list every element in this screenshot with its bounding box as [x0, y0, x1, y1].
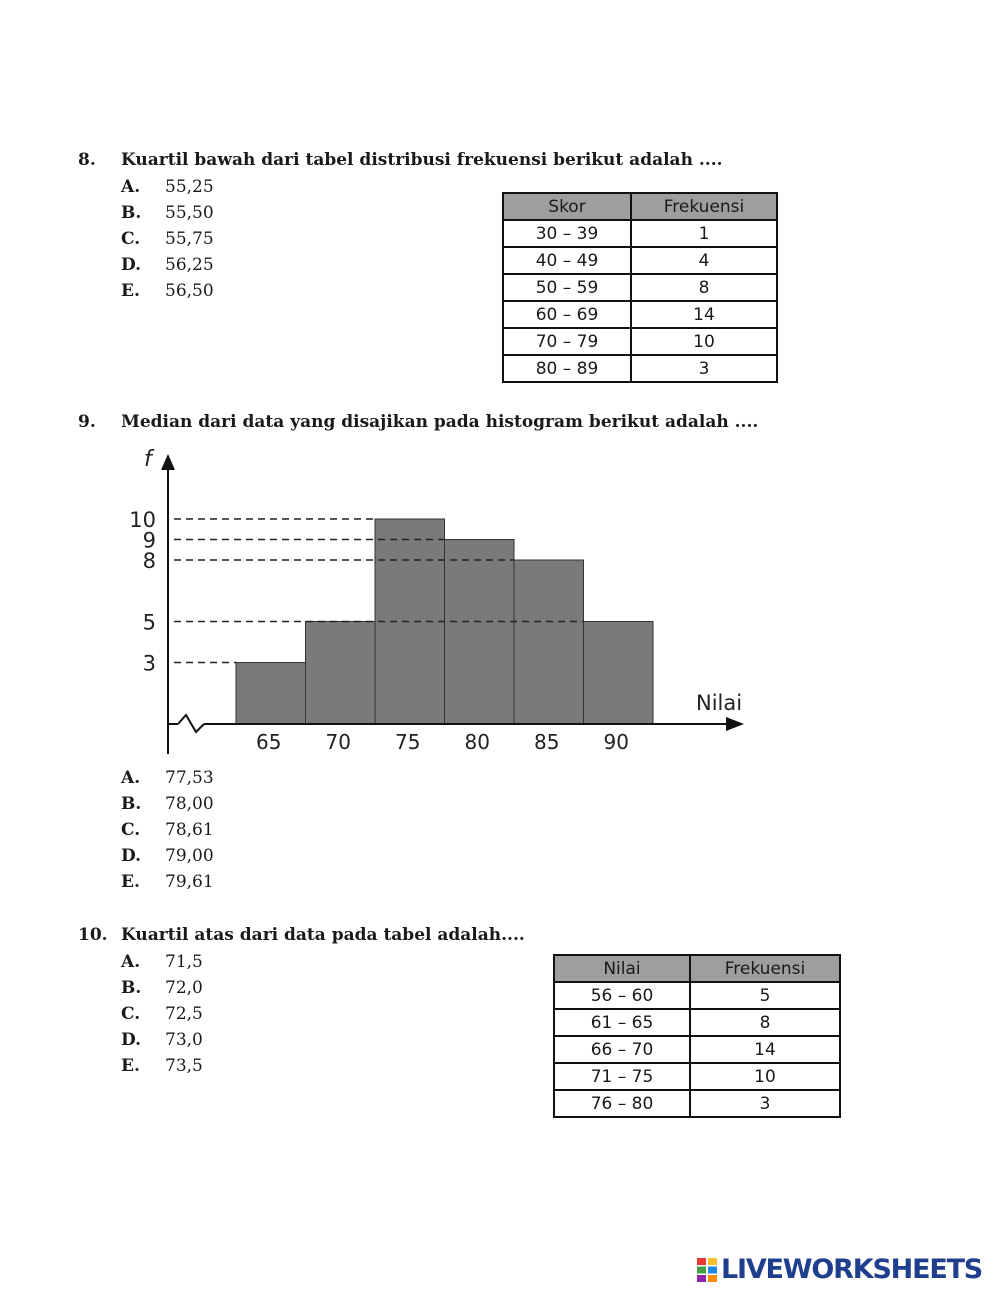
- table-cell: 60 – 69: [503, 301, 631, 328]
- skor-frequency-table: [502, 192, 778, 383]
- x-tick-label: 65: [256, 730, 282, 754]
- liveworksheets-wordmark: LIVEWORKSHEETS: [721, 1254, 983, 1285]
- table-cell: 5: [690, 982, 840, 1009]
- question-9-option-d[interactable]: [121, 846, 214, 866]
- option-value: 56,25: [165, 255, 214, 275]
- histogram-bar: [375, 519, 445, 724]
- question-9-option-a[interactable]: [121, 768, 214, 788]
- question-10-option-a[interactable]: [121, 952, 203, 972]
- y-tick-label: 5: [142, 610, 156, 635]
- option-label: D.: [121, 255, 142, 275]
- table-header-cell: Frekuensi: [631, 193, 777, 220]
- x-tick-label: 80: [464, 730, 490, 754]
- table-row: [503, 301, 777, 328]
- table-header-cell: Frekuensi: [690, 955, 840, 982]
- table-cell: 70 – 79: [503, 328, 631, 355]
- x-axis-label: Nilai: [696, 691, 743, 715]
- histogram-svg: [120, 440, 760, 760]
- option-value: 79,00: [165, 846, 214, 866]
- table-cell: 10: [631, 328, 777, 355]
- table-header-row: [554, 955, 840, 982]
- table-row: [503, 247, 777, 274]
- x-tick-label: 75: [395, 730, 421, 754]
- option-value: 78,61: [165, 820, 214, 840]
- option-label: D.: [121, 846, 142, 866]
- option-value: 72,5: [165, 1004, 203, 1024]
- table-cell: 3: [690, 1090, 840, 1117]
- option-value: 77,53: [165, 768, 214, 788]
- table-row: [503, 328, 777, 355]
- nilai-frequency-table: [553, 954, 841, 1118]
- option-value: 55,25: [165, 177, 214, 197]
- table-cell: 40 – 49: [503, 247, 631, 274]
- x-tick-label: 90: [603, 730, 629, 754]
- option-value: 73,5: [165, 1056, 203, 1076]
- y-tick-label: 9: [142, 528, 156, 553]
- y-tick-label: 8: [142, 549, 156, 573]
- x-axis-arrow: [726, 717, 744, 731]
- table-cell: 8: [631, 274, 777, 301]
- table-cell: 4: [631, 247, 777, 274]
- option-label: C.: [121, 820, 141, 840]
- option-label: B.: [121, 978, 142, 998]
- x-tick-label: 85: [534, 730, 560, 754]
- table-cell: 14: [690, 1036, 840, 1063]
- y-tick-label: 10: [129, 508, 156, 532]
- table-cell: 56 – 60: [554, 982, 690, 1009]
- histogram-bar: [584, 622, 654, 725]
- option-label: A.: [121, 952, 141, 972]
- option-label: A.: [121, 177, 141, 197]
- y-axis-arrow: [161, 454, 175, 470]
- question-9-option-c[interactable]: [121, 820, 214, 840]
- table-cell: 61 – 65: [554, 1009, 690, 1036]
- question-8-option-e[interactable]: [121, 281, 214, 301]
- option-label: B.: [121, 794, 142, 814]
- table-cell: 1: [631, 220, 777, 247]
- option-value: 55,50: [165, 203, 214, 223]
- table-cell: 76 – 80: [554, 1090, 690, 1117]
- y-tick-label: 3: [142, 651, 156, 676]
- axis-break-icon: [178, 715, 204, 732]
- option-label: B.: [121, 203, 142, 223]
- question-9-option-b[interactable]: [121, 794, 214, 814]
- option-value: 78,00: [165, 794, 214, 814]
- histogram-bar: [514, 560, 584, 724]
- question-10-option-c[interactable]: [121, 1004, 203, 1024]
- liveworksheets-brand[interactable]: [697, 1252, 992, 1288]
- table-cell: 3: [631, 355, 777, 382]
- question-8-option-a[interactable]: [121, 177, 214, 197]
- table-header-row: [503, 193, 777, 220]
- table-row: [554, 1063, 840, 1090]
- table-cell: 10: [690, 1063, 840, 1090]
- option-label: E.: [121, 1056, 140, 1076]
- question-8-number: 8.: [78, 150, 96, 170]
- option-label: D.: [121, 1030, 142, 1050]
- table-row: [503, 355, 777, 382]
- table-row: [554, 982, 840, 1009]
- option-value: 79,61: [165, 872, 214, 892]
- question-8-option-d[interactable]: [121, 255, 214, 275]
- option-value: 55,75: [165, 229, 214, 249]
- question-9-number: 9.: [78, 412, 96, 432]
- option-label: E.: [121, 872, 140, 892]
- table-row: [503, 220, 777, 247]
- option-label: A.: [121, 768, 141, 788]
- liveworksheets-logo-icon: [697, 1258, 717, 1282]
- histogram-bar: [306, 622, 376, 725]
- table-header-cell: Nilai: [554, 955, 690, 982]
- question-10-option-e[interactable]: [121, 1056, 203, 1076]
- table-header-cell: Skor: [503, 193, 631, 220]
- table-cell: 50 – 59: [503, 274, 631, 301]
- option-value: 73,0: [165, 1030, 203, 1050]
- table-cell: 14: [631, 301, 777, 328]
- question-9-option-e[interactable]: [121, 872, 214, 892]
- histogram-chart: [120, 440, 760, 760]
- question-8-text: Kuartil bawah dari tabel distribusi frekuensi berikut adalah ....: [121, 150, 723, 170]
- table-row: [554, 1009, 840, 1036]
- table-cell: 71 – 75: [554, 1063, 690, 1090]
- question-9-text: Median dari data yang disajikan pada histogram berikut adalah ....: [121, 412, 759, 432]
- y-axis-label: f: [144, 447, 152, 472]
- question-10-text: Kuartil atas dari data pada tabel adalah....: [121, 925, 525, 945]
- option-label: C.: [121, 1004, 141, 1024]
- table-row: [554, 1036, 840, 1063]
- histogram-bar: [236, 663, 306, 725]
- question-10-option-b[interactable]: [121, 978, 203, 998]
- option-value: 72,0: [165, 978, 203, 998]
- table-cell: 30 – 39: [503, 220, 631, 247]
- x-tick-label: 70: [325, 730, 351, 754]
- question-8-option-c[interactable]: [121, 229, 214, 249]
- histogram-bar: [445, 540, 515, 725]
- question-10-number: 10.: [78, 925, 108, 945]
- table-row: [554, 1090, 840, 1117]
- table-cell: 80 – 89: [503, 355, 631, 382]
- table-cell: 8: [690, 1009, 840, 1036]
- option-value: 71,5: [165, 952, 203, 972]
- option-value: 56,50: [165, 281, 214, 301]
- question-8-option-b[interactable]: [121, 203, 214, 223]
- table-cell: 66 – 70: [554, 1036, 690, 1063]
- option-label: E.: [121, 281, 140, 301]
- option-label: C.: [121, 229, 141, 249]
- question-10-option-d[interactable]: [121, 1030, 203, 1050]
- table-row: [503, 274, 777, 301]
